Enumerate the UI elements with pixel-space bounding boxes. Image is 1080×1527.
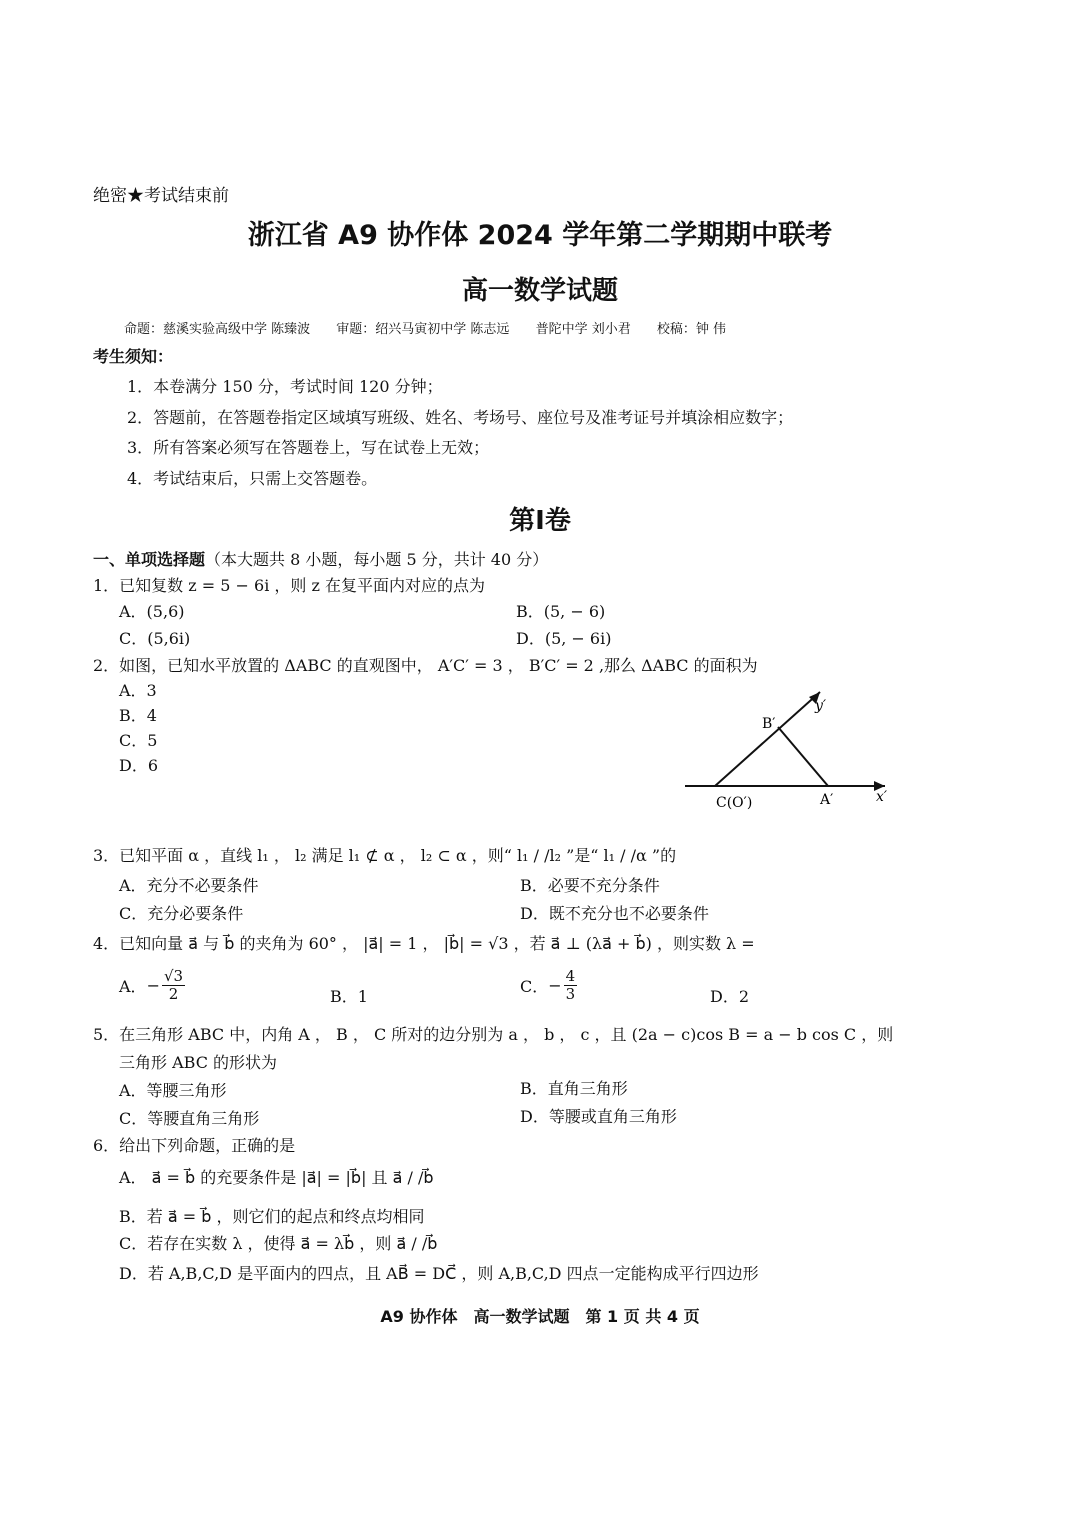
q2-option-c: C．5 [119,731,158,750]
fraction-denominator: 2 [168,985,179,1003]
section-title: 一、单项选择题 [93,550,206,569]
q1-option-d: D．(5, − 6i) [516,629,612,648]
question-5-stem: 5．在三角形 ABC 中，内角 A ， B ， C 所对的边分别为 a ， b ， c ，且 (2a − c)cos B = a − b cos C ，则 [93,1025,894,1044]
question-4-stem: 4．已知向量 a⃗ 与 b⃗ 的夹角为 60° ， |a⃗| = 1 ， |b⃗| = √3 ，若 a⃗ ⊥ (λa⃗ + b⃗) ，则实数 λ = [93,934,755,953]
notice-item: 2．答题前，在答题卷指定区域填写班级、姓名、考场号、座位号及准考证号并填涂相应数字； [127,408,794,427]
q3-option-a: A．充分不必要条件 [119,876,259,895]
question-3-stem: 3．已知平面 α ，直线 l₁ ， l₂ 满足 l₁ ⊄ α ， l₂ ⊂ α ，则“ l₁ / /l₂ ”是“ l₁ / /α ”的 [93,846,677,865]
question-2-stem: 2．如图，已知水平放置的 ΔABC 的直观图中， A′C′ = 3 ， B′C′ = 2 ,那么 ΔABC 的面积为 [93,656,758,675]
notice-item: 3．所有答案必须写在答题卷上，写在试卷上无效； [127,438,490,457]
q3-option-c: C．充分必要条件 [119,904,244,923]
q1-option-a: A．(5,6) [119,602,185,621]
q4-option-d: D．2 [710,987,750,1006]
segment-b-a [778,727,828,786]
fraction-numerator: 4 [565,967,576,985]
q3-option-b: B．必要不充分条件 [520,876,660,895]
q5-option-d: D．等腰或直角三角形 [520,1107,677,1126]
exam-title: 浙江省 A9 协作体 2024 学年第二学期期中联考 [247,220,833,251]
q6-option-b: B．若 a⃗ = b⃗ ，则它们的起点和终点均相同 [119,1207,425,1226]
q2-option-d: D．6 [119,756,159,775]
q6-option-d: D．若 A,B,C,D 是平面内的四点，且 AB⃗ = DC⃗ ，则 A,B,C,D 四点一定能构成平行四边形 [119,1264,759,1283]
q4-option-a-label: A． [119,977,147,996]
question-6-stem: 6．给出下列命题，正确的是 [93,1136,296,1155]
x-axis-label: x′ [876,789,888,805]
volume-title: 第Ⅰ卷 [509,506,571,536]
q1-option-c: C．(5,6i) [119,629,191,648]
q4-option-b: B．1 [330,987,368,1006]
q5-option-a: A．等腰三角形 [119,1081,227,1100]
q5-option-c: C．等腰直角三角形 [119,1109,260,1128]
notice-item: 4．考试结束后，只需上交答题卷。 [127,469,378,488]
q4-option-a-fraction [162,968,185,1003]
q5-option-b: B．直角三角形 [520,1079,628,1098]
q6-option-a: A． a⃗ = b⃗ 的充要条件是 |a⃗| = |b⃗| 且 a⃗ / /b⃗ [119,1168,434,1187]
confidential-label: 绝密★考试结束前 [93,186,229,206]
question-5-stem-line2: 三角形 ABC 的形状为 [119,1053,278,1072]
notice-heading: 考生须知： [93,347,174,366]
q2-option-b: B．4 [119,706,157,725]
y-axis-line [715,692,820,786]
notice-item: 1．本卷满分 150 分，考试时间 120 分钟； [127,377,443,396]
q4-option-c-label: C． [520,977,549,996]
q3-option-d: D．既不充分也不必要条件 [520,904,709,923]
minus-sign: − [146,976,160,995]
origin-label: C(O′) [716,795,753,811]
author-reviewer-2: 普陀中学 刘小君 [535,322,631,337]
section-note: （本大题共 8 小题，每小题 5 分，共计 40 分） [205,550,549,569]
q4-option-a [119,968,187,1003]
author-setter: 命题：慈溪实验高级中学 陈臻波 [124,322,311,337]
author-line [124,318,748,337]
exam-subtitle: 高一数学试题 [461,276,618,306]
author-proofreader: 校稿：钟 伟 [656,322,726,337]
minus-sign: − [548,976,562,995]
fraction-numerator: √3 [163,967,184,985]
section-heading [93,547,548,570]
q4-option-c-fraction [564,968,578,1003]
author-reviewer: 审题：绍兴马寅初中学 陈志远 [336,322,510,337]
fraction-denominator: 3 [565,985,576,1003]
q1-option-b: B．(5, − 6) [516,602,606,621]
q2-figure [680,680,910,820]
q4-option-c [520,968,579,1003]
point-b-label: B′ [762,716,776,732]
q6-option-c: C．若存在实数 λ ，使得 a⃗ = λb⃗ ，则 a⃗ / /b⃗ [119,1234,438,1253]
q2-option-a: A．3 [119,681,157,700]
question-1-stem: 1．已知复数 z = 5 − 6i ，则 z 在复平面内对应的点为 [93,576,486,595]
y-axis-label: y′ [815,698,827,714]
page-footer: A9 协作体 高一数学试题 第 1 页 共 4 页 [380,1307,700,1326]
point-a-label: A′ [820,792,834,808]
